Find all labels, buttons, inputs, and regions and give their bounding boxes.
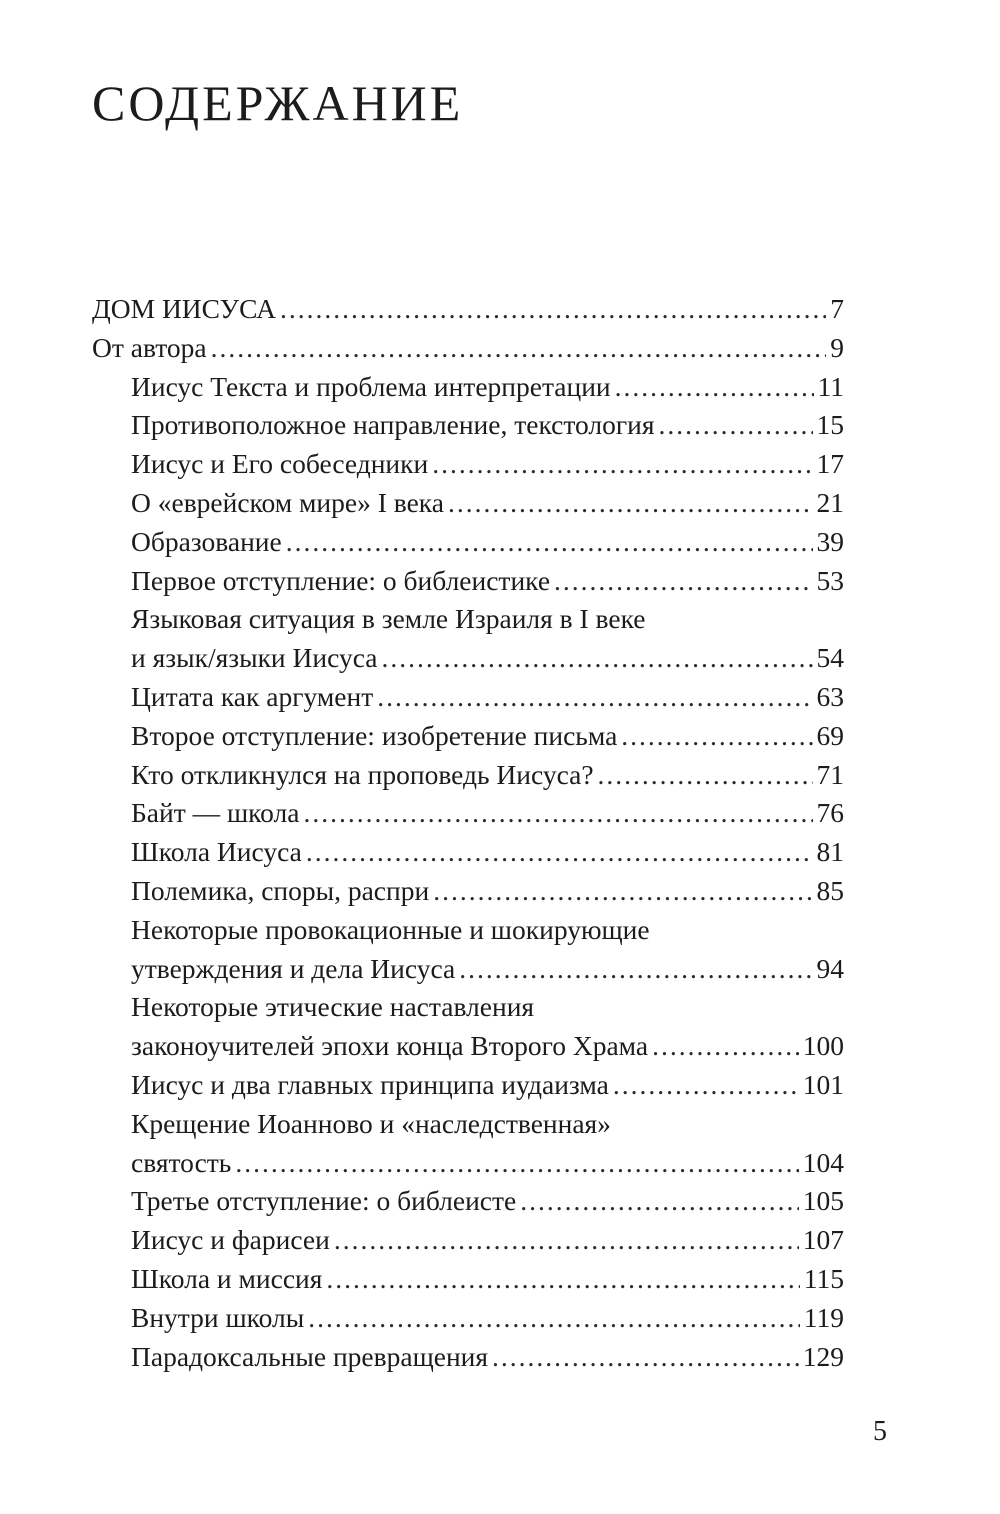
toc-entry <box>92 988 844 1066</box>
dot-leader <box>432 445 812 484</box>
toc-entry <box>92 445 844 484</box>
toc-entry-page: 119 <box>803 1301 844 1333</box>
toc-entry-title: Школа и миссия <box>131 1262 323 1294</box>
toc-entry-page: 129 <box>802 1340 844 1372</box>
toc-entry <box>92 368 844 407</box>
dot-leader <box>433 872 812 911</box>
toc-entry-title: утверждения и дела Иисуса <box>131 952 456 984</box>
toc-entry-page: 11 <box>817 370 844 402</box>
dot-leader <box>492 1338 799 1377</box>
toc-entry <box>92 1066 844 1105</box>
toc-entry-page: 76 <box>816 797 844 829</box>
toc-entry-title: законоучителей эпохи конца Второго Храма <box>131 1030 649 1062</box>
toc-entry <box>92 911 844 989</box>
toc-entry-page: 63 <box>816 680 844 712</box>
toc-entry-title: и язык/языки Иисуса <box>131 642 378 674</box>
toc-entry-page: 115 <box>803 1262 844 1294</box>
toc-entry-page: 39 <box>816 525 844 557</box>
toc-entry <box>92 1338 844 1377</box>
toc-entry-page: 7 <box>830 293 844 324</box>
toc-entry <box>92 1221 844 1260</box>
toc-entry-page: 21 <box>816 486 844 518</box>
toc-entry-title: Второе отступление: изобретение письма <box>131 719 618 751</box>
dot-leader <box>306 833 813 872</box>
toc-entry-page: 17 <box>816 448 844 480</box>
toc-entry <box>92 1105 844 1183</box>
toc-entry <box>92 600 844 678</box>
toc-entry-page: 9 <box>830 331 844 363</box>
toc-entry <box>92 1260 844 1299</box>
toc-entry-title: Иисус и фарисеи <box>131 1224 330 1256</box>
toc-entry-page: 100 <box>802 1030 844 1062</box>
dot-leader <box>308 1299 800 1338</box>
dot-leader <box>459 950 812 989</box>
toc-entry-title: От автора <box>92 331 207 363</box>
dot-leader <box>554 562 812 601</box>
toc-entry-title: Школа Иисуса <box>131 836 302 868</box>
toc-entry-page: 107 <box>802 1224 844 1256</box>
toc-entry-page: 94 <box>816 952 844 984</box>
toc-entry-title: Внутри школы <box>131 1301 305 1333</box>
toc-entry-page: 105 <box>802 1185 844 1217</box>
toc-entry-page: 71 <box>816 758 844 790</box>
toc-entry-title: Противоположное направление, текстология <box>131 409 655 441</box>
toc-entry-title: Иисус и два главных принципа иудаизма <box>131 1068 609 1100</box>
page-title: СОДЕРЖАНИЕ <box>92 75 464 131</box>
toc-entry-page: 85 <box>816 874 844 906</box>
dot-leader <box>303 794 812 833</box>
dot-leader <box>235 1144 798 1183</box>
toc-entry <box>92 523 844 562</box>
table-of-contents <box>92 290 844 1376</box>
toc-entry <box>92 562 844 601</box>
toc-entry-first-line: Крещение Иоанново и «наследственная» <box>131 1107 611 1139</box>
toc-entry-title: О «еврейском мире» I века <box>131 486 444 518</box>
toc-entry-page: 104 <box>802 1146 844 1178</box>
toc-entry-page: 69 <box>816 719 844 751</box>
toc-entry-page: 81 <box>816 836 844 868</box>
toc-entry <box>92 872 844 911</box>
dot-leader <box>211 329 827 368</box>
toc-entry-title: Кто откликнулся на проповедь Иисуса? <box>131 758 594 790</box>
dot-leader <box>334 1221 799 1260</box>
dot-leader <box>520 1182 799 1221</box>
toc-entry-first-line: Языковая ситуация в земле Израиля в I веке <box>131 603 646 635</box>
toc-entry <box>92 1299 844 1338</box>
toc-entry <box>92 678 844 717</box>
toc-entry <box>92 290 844 329</box>
toc-entry-page: 15 <box>816 409 844 441</box>
toc-entry <box>92 717 844 756</box>
dot-leader <box>286 523 813 562</box>
toc-entry-title: Байт — школа <box>131 797 300 829</box>
toc-entry-page: 54 <box>816 642 844 674</box>
page-number: 5 <box>873 1416 887 1447</box>
toc-entry <box>92 1182 844 1221</box>
toc-entry-title: святость <box>131 1146 232 1178</box>
toc-entry-title: Полемика, споры, распри <box>131 874 430 906</box>
toc-entry-page: 101 <box>802 1068 844 1100</box>
toc-entry-first-line: Некоторые этические наставления <box>131 991 535 1023</box>
toc-entry-title: Первое отступление: о библеистике <box>131 564 551 596</box>
dot-leader <box>652 1027 799 1066</box>
toc-entry <box>92 484 844 523</box>
toc-entry-title: Иисус и Его собеседники <box>131 448 429 480</box>
dot-leader <box>659 406 813 445</box>
toc-entry <box>92 329 844 368</box>
dot-leader <box>377 678 812 717</box>
toc-entry-title: Цитата как аргумент <box>131 680 374 712</box>
toc-entry <box>92 756 844 795</box>
toc-entry-title: Третье отступление: о библеисте <box>131 1185 517 1217</box>
toc-entry <box>92 833 844 872</box>
toc-entry-title: Образование <box>131 525 282 557</box>
dot-leader <box>280 290 826 329</box>
dot-leader <box>326 1260 799 1299</box>
toc-entry-page: 53 <box>816 564 844 596</box>
toc-entry-title: ДОМ ИИСУСА <box>92 293 276 324</box>
dot-leader <box>381 639 812 678</box>
toc-entry-title: Парадоксальные превращения <box>131 1340 489 1372</box>
toc-entry <box>92 406 844 445</box>
dot-leader <box>615 368 814 407</box>
dot-leader <box>448 484 813 523</box>
toc-entry-first-line: Некоторые провокационные и шокирующие <box>131 913 650 945</box>
dot-leader <box>598 756 813 795</box>
toc-entry <box>92 794 844 833</box>
dot-leader <box>613 1066 799 1105</box>
toc-entry-title: Иисус Текста и проблема интерпретации <box>131 370 611 402</box>
dot-leader <box>621 717 812 756</box>
